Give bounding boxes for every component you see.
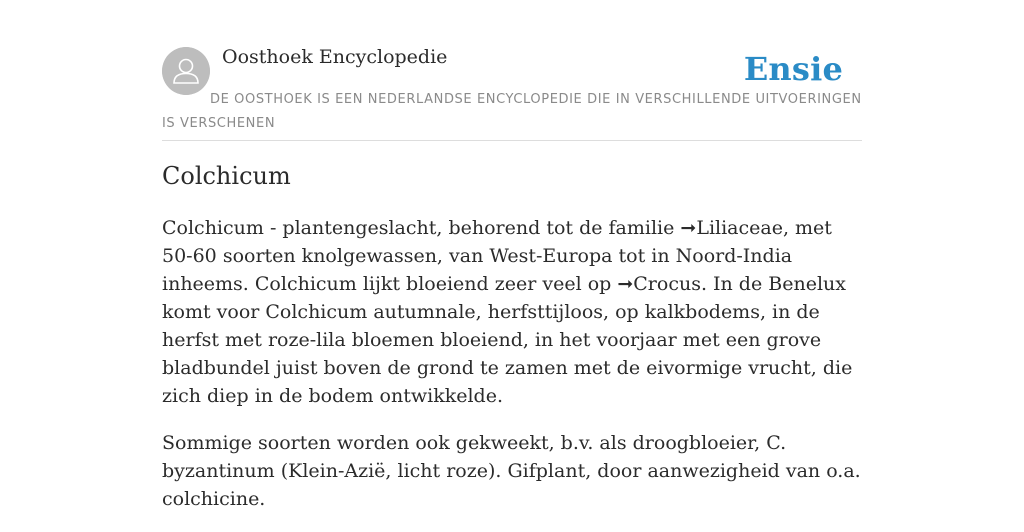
article-title: Colchicum — [162, 162, 291, 190]
page-container — [162, 0, 862, 510]
article-paragraph: Colchicum - plantengeslacht, behorend tot de familie ➞Liliaceae, met 50-60 soorten knolgewassen, van West-Europa tot in Noord-India inheems. Colchicum lijkt bloeiend zeer veel op ➞Crocus. In de Benelux komt voor Colchicum autumnale, herfsttijloos, op kalkbodems, in de herfst met roze-lila bloemen bloeiend, in het voorjaar met een grove bladbundel juist boven de grond te zamen met de eivormige vrucht, die zich diep in de bodem ontwikkelde. — [162, 217, 853, 407]
article-body — [162, 214, 862, 532]
source-header — [162, 0, 862, 141]
source-tagline: DE OOSTHOEK IS EEN NEDERLANDSE ENCYCLOPEDIE DIE IN VERSCHILLENDE UITVOERINGEN IS VERSCHENEN — [162, 92, 862, 131]
source-name[interactable]: Oosthoek Encyclopedie — [222, 46, 448, 68]
brand-logo[interactable]: Ensie — [743, 50, 843, 88]
article-paragraph: Sommige soorten worden ook gekweekt, b.v. als droogbloeier, C. byzantinum (Klein-Azië, licht roze). Gifplant, door aanwezigheid van o.a. colchicine. — [162, 432, 861, 510]
